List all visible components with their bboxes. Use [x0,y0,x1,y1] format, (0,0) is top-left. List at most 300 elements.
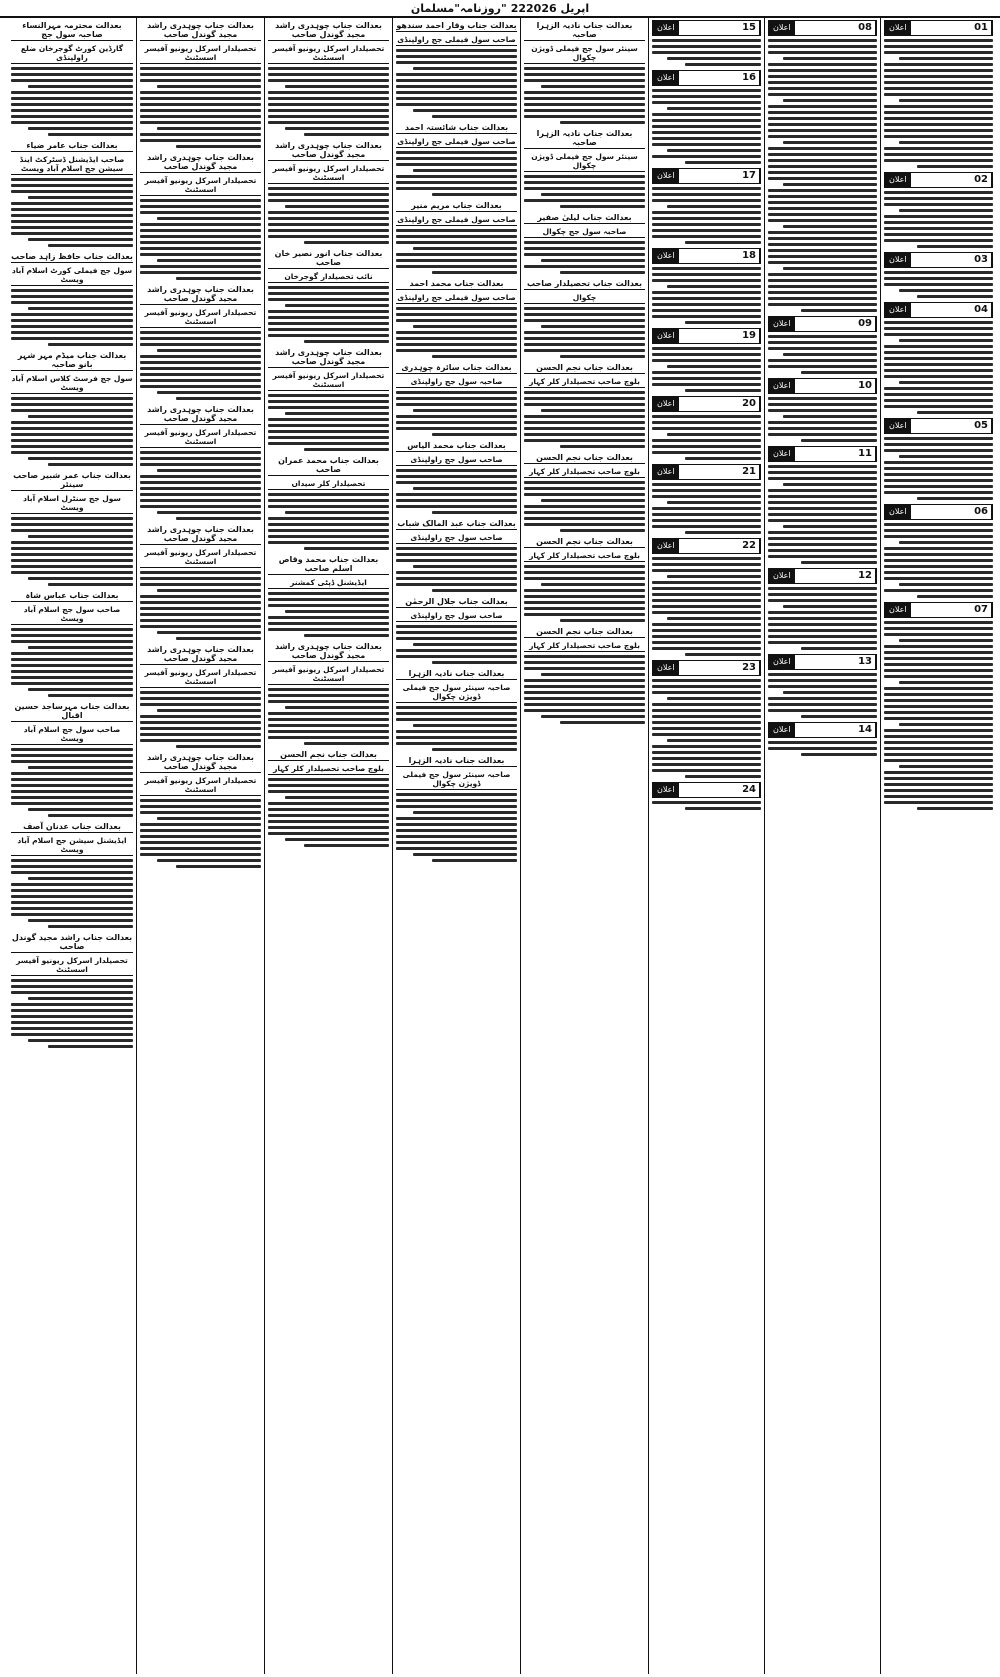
text-line [524,187,645,190]
text-line [801,561,877,564]
text-line [899,455,993,458]
text-line [524,427,645,430]
news-item [884,418,993,500]
news-item [884,602,993,810]
text-line [268,499,389,502]
text-line [768,421,877,424]
text-line [11,103,133,106]
text-lines [768,741,877,756]
text-line [140,493,261,496]
text-line [524,703,645,706]
court-notice [396,668,517,751]
text-line [11,331,133,334]
text-line [524,253,645,256]
court-notice-subheading: صاحب سول فیملی جج راولپنڈی [397,215,516,224]
news-item-header [652,660,761,676]
text-line [884,687,993,690]
columns [4,18,996,1674]
court-notice-heading: بعدالت جناب چوہدری راشد مجید گوندل صاحب [140,524,261,545]
text-line [884,203,993,206]
text-line [667,205,761,208]
court-notice-subheading: تحصیلدار اسرکل ریونیو آفیسر اسسٹنٹ [140,43,261,64]
text-line [524,343,645,346]
text-line [652,359,761,362]
text-line [140,481,261,484]
text-line [48,463,133,466]
text-line [268,598,389,601]
text-line [304,547,389,550]
text-line [140,241,261,244]
text-line [157,709,261,712]
text-line [652,137,761,140]
text-line [685,807,761,810]
text-line [396,49,517,52]
text-line [652,89,761,92]
text-line [884,81,993,84]
text-line [268,442,389,445]
text-line [396,349,517,352]
text-line [524,523,645,526]
text-line [11,859,133,862]
text-line [652,507,761,510]
text-line [667,285,761,288]
text-line [917,497,993,500]
news-item-header [884,418,993,434]
news-item-tag: اعلان [885,603,911,617]
court-notice-heading: بعدالت محترمہ مہرالنساء صاحبہ سول جج [11,20,133,41]
text-line [884,239,993,242]
text-line [140,799,261,802]
text-line [652,569,761,572]
text-line [11,529,133,532]
text-line [176,145,261,148]
text-line [899,141,993,144]
text-lines [652,39,761,66]
court-notice-heading: بعدالت جناب عمر شبیر صاحب سینئر [11,470,133,491]
court-notice-subheading: تحصیلدار اسرکل ریونیو آفیسر اسسٹنٹ [140,547,261,568]
text-line [268,523,389,526]
text-lines [11,517,133,586]
text-line [140,211,261,214]
news-item-number: 05 [971,419,992,433]
text-lines [11,397,133,466]
text-line [396,73,517,76]
text-line [768,201,877,204]
text-line [783,183,877,186]
news-item-tag: اعلان [885,303,911,317]
court-notice-heading: بعدالت جناب انور نصیر خان صاحب [268,248,389,269]
text-line [140,463,261,466]
text-line [140,601,261,604]
text-line [783,691,877,694]
text-line [524,265,645,268]
court-notice [396,278,517,358]
text-line [524,691,645,694]
text-lines [140,199,261,280]
text-line [884,45,993,48]
news-item [652,248,761,324]
text-line [268,121,389,124]
text-line [285,838,389,841]
text-line [524,103,645,106]
text-line [11,790,133,793]
text-line [884,75,993,78]
text-line [11,202,133,205]
text-line [652,769,761,772]
text-line [524,403,645,406]
text-line [652,187,761,190]
text-lines [652,801,761,810]
text-line [652,235,761,238]
text-line [396,241,517,244]
text-line [884,491,993,494]
text-line [140,379,261,382]
text-line [652,445,761,448]
text-line [652,377,761,380]
text-line [884,747,993,750]
court-notice [524,362,645,448]
text-line [11,991,133,994]
text-line [768,471,877,474]
news-item [884,20,993,168]
text-line [28,877,133,880]
text-line [560,355,645,358]
court-notice-subheading: سول جج فیملی کورٹ اسلام آباد ویسٹ [11,266,133,284]
text-lines [268,688,389,745]
text-line [28,127,133,130]
text-line [652,125,761,128]
text-line [652,371,761,374]
text-line [524,421,645,424]
court-notice [524,278,645,358]
text-line [652,593,761,596]
court-notice-subheading: صاحبہ سول جج چکوال [524,226,645,238]
text-line [917,295,993,298]
text-line [396,229,517,232]
court-notice-heading: بعدالت جناب میڈم مہر شہر بانو صاحبہ [11,350,133,371]
text-line [884,87,993,90]
text-line [11,907,133,910]
text-line [268,193,389,196]
text-line [884,437,993,440]
text-lines [140,799,261,868]
court-notice-subheading: سول جج سنٹرل اسلام آباد ویسٹ [11,493,133,514]
text-lines [652,347,761,392]
text-line [652,513,761,516]
text-line [524,307,645,310]
text-line [524,181,645,184]
text-line [140,721,261,724]
text-line [140,361,261,364]
text-line [48,583,133,586]
text-line [285,706,389,709]
text-line [157,217,261,220]
text-line [413,487,517,490]
news-item [768,20,877,312]
text-line [268,223,389,226]
court-notice-heading: بعدالت جناب چوہدری راشد مجید گوندل صاحب [268,347,389,368]
text-line [524,607,645,610]
text-line [285,205,389,208]
news-item-header [652,464,761,480]
text-line [884,741,993,744]
text-line [140,805,261,808]
notice-column-4 [136,18,264,1674]
text-line [28,688,133,691]
text-line [396,499,517,502]
text-line [884,363,993,366]
text-line [524,109,645,112]
text-line [768,697,877,700]
text-line [768,285,877,288]
text-lines [652,557,761,656]
text-line [48,133,133,136]
text-lines [268,67,389,136]
text-line [432,859,517,862]
text-line [11,901,133,904]
court-notice-subheading: بلوچ صاحب تحصیلدار کلر کہار [524,640,645,652]
text-line [768,741,877,744]
text-line [768,489,877,492]
court-notice-heading: بعدالت جناب راشد مجید گوندل صاحب [11,933,133,951]
court-notice-heading: بعدالت جناب محمد عمران صاحب [268,455,389,476]
news-item [652,464,761,534]
text-line [768,261,877,264]
text-line [768,427,877,430]
text-line [11,232,133,235]
text-line [432,589,517,592]
text-line [541,259,645,262]
text-lines [140,331,261,400]
text-line [884,387,993,390]
text-line [140,367,261,370]
text-line [524,487,645,490]
news-item-header [652,168,761,184]
text-lines [11,628,133,697]
text-line [268,322,389,325]
text-line [652,155,761,158]
text-line [140,235,261,238]
text-line [140,265,261,268]
masthead [0,0,1000,18]
text-line [652,685,761,688]
court-notice [524,20,645,124]
text-line [560,529,645,532]
text-line [524,241,645,244]
text-line [11,313,133,316]
text-line [541,409,645,412]
text-line [768,255,877,258]
text-line [524,565,645,568]
text-line [396,475,517,478]
text-line [541,85,645,88]
text-line [768,709,877,712]
text-line [268,199,389,202]
text-line [768,159,877,162]
court-notice [140,284,261,400]
text-line [28,646,133,649]
text-line [541,673,645,676]
text-line [140,607,261,610]
news-item-number: 04 [971,303,992,317]
text-line [268,493,389,496]
text-line [157,259,261,262]
text-line [268,724,389,727]
text-lines [140,67,261,148]
text-line [11,121,133,124]
text-line [768,195,877,198]
text-line [884,645,993,648]
text-line [140,103,261,106]
news-item-number: 10 [855,379,876,393]
court-notice-heading: بعدالت جناب چوہدری راشد مجید گوندل صاحب [268,641,389,662]
news-item-number: 03 [971,253,992,267]
text-line [11,91,133,94]
text-line [652,229,761,232]
text-line [140,619,261,622]
text-line [140,247,261,250]
text-line [899,289,993,292]
court-notice [396,440,517,514]
text-line [396,730,517,733]
text-line [11,889,133,892]
text-line [783,141,877,144]
text-lines [396,793,517,862]
text-line [667,617,761,620]
text-line [652,383,761,386]
text-line [11,115,133,118]
text-line [768,177,877,180]
text-lines [884,39,993,168]
text-line [884,159,993,162]
text-line [652,519,761,522]
text-line [685,653,761,656]
text-line [524,613,645,616]
court-notice-heading: بعدالت جناب نادیہ الزہرا صاحبہ [524,20,645,41]
court-notice-heading: بعدالت جناب وقار احمد سندھو [396,21,517,30]
text-lines [652,679,761,778]
court-notice [268,347,389,451]
text-line [768,165,877,168]
text-line [11,1021,133,1024]
text-line [268,211,389,214]
text-line [396,427,517,430]
court-notice-subheading: صاحب سول جج راولپنڈی [396,454,517,466]
text-line [11,325,133,328]
text-line [396,712,517,715]
court-notice-subheading: صاحب سول جج اسلام آباد ویسٹ [11,724,133,745]
text-line [685,63,761,66]
text-line [304,241,389,244]
court-notice-heading: بعدالت جناب نجم الحسن [524,362,645,374]
text-line [899,381,993,384]
news-item [768,378,877,442]
text-line [524,511,645,514]
text-line [768,81,877,84]
news-item-number: 09 [855,317,876,331]
text-line [768,635,877,638]
text-line [884,333,993,336]
text-line [11,397,133,400]
text-line [140,79,261,82]
text-line [268,784,389,787]
text-line [48,343,133,346]
news-item [652,328,761,392]
court-notice-subheading: بلوچ صاحب تحصیلدار کلر کہار [524,376,645,388]
text-line [524,577,645,580]
text-lines [396,706,517,751]
text-line [11,565,133,568]
text-line [11,676,133,679]
text-lines [884,621,993,810]
news-column-2 [764,18,880,1674]
text-line [396,391,517,394]
text-line [396,736,517,739]
text-line [140,109,261,112]
text-line [268,418,389,421]
text-line [884,759,993,762]
news-item [768,654,877,718]
text-line [884,669,993,672]
news-item [652,70,761,164]
text-lines [884,437,993,500]
court-notice [268,641,389,745]
text-lines [884,523,993,598]
text-line [28,997,133,1000]
text-line [917,245,993,248]
court-notice [524,128,645,208]
text-line [268,517,389,520]
court-notice-heading: بعدالت جناب تحصیلدار صاحب [524,278,645,290]
text-line [11,547,133,550]
news-item-number: 21 [739,465,760,479]
text-line [801,371,877,374]
text-line [524,517,645,520]
court-notice [396,200,517,274]
text-line [560,121,645,124]
text-line [899,541,993,544]
text-line [768,303,877,306]
text-line [396,835,517,838]
text-line [48,1045,133,1048]
court-notice [268,140,389,244]
text-line [396,823,517,826]
court-notice [396,362,517,436]
text-line [432,193,517,196]
news-item-number: 16 [739,71,760,85]
text-line [268,298,389,301]
news-item-tag: اعلان [653,397,679,411]
text-lines [396,391,517,436]
text-line [783,415,877,418]
text-line [884,473,993,476]
text-line [652,751,761,754]
text-line [768,297,877,300]
text-line [652,199,761,202]
text-line [28,307,133,310]
text-line [28,1039,133,1042]
news-item-header [884,602,993,618]
text-line [11,67,133,70]
text-lines [768,397,877,442]
text-line [768,39,877,42]
text-line [268,808,389,811]
text-line [140,583,261,586]
news-item-header [884,252,993,268]
text-line [11,184,133,187]
text-line [560,721,645,724]
text-line [11,1015,133,1018]
